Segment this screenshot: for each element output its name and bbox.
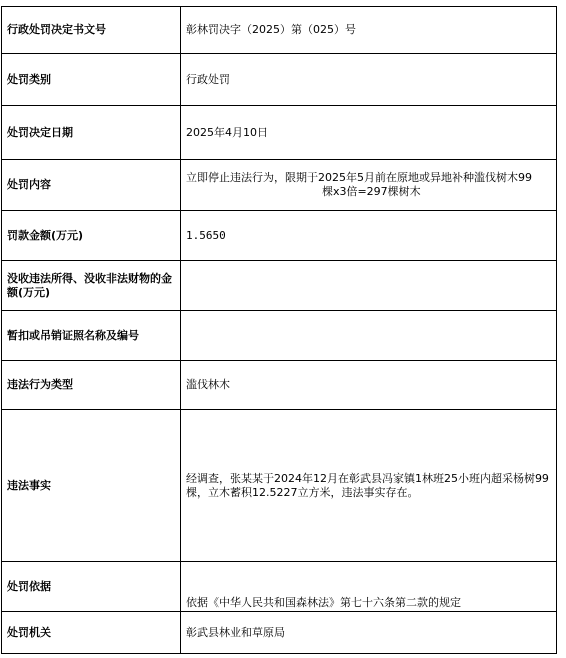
penalty-content-line1: 立即停止违法行为，限期于2025年5月前在原地或异地补种滥伐树木99 <box>185 171 532 184</box>
table-row <box>2 311 557 361</box>
fine-amount-label: 罚款金额(万元) <box>2 211 181 261</box>
decision-number-label: 行政处罚决定书文号 <box>2 7 181 54</box>
table-row <box>2 7 557 54</box>
table-row <box>2 612 557 654</box>
penalty-info-table <box>1 6 557 654</box>
license-suspension-label: 暂扣或吊销证照名称及编号 <box>2 311 181 361</box>
table-row <box>2 562 557 612</box>
penalty-category-label: 处罚类别 <box>2 54 181 106</box>
decision-date-label: 处罚决定日期 <box>2 106 181 160</box>
penalty-authority-value: 彰武县林业和草原局 <box>180 612 556 654</box>
violation-type-value: 滥伐林木 <box>180 361 556 410</box>
decision-number-value: 彰林罚决字（2025）第（025）号 <box>180 7 556 54</box>
violation-facts-label: 违法事实 <box>2 410 181 562</box>
table-row <box>2 54 557 106</box>
table-row <box>2 106 557 160</box>
penalty-content-value <box>180 160 556 211</box>
penalty-authority-label: 处罚机关 <box>2 612 181 654</box>
table-row <box>2 261 557 311</box>
table-row <box>2 361 557 410</box>
violation-type-label: 违法行为类型 <box>2 361 181 410</box>
penalty-basis-label: 处罚依据 <box>2 562 181 612</box>
penalty-basis-value: 依据《中华人民共和国森林法》第七十六条第二款的规定 <box>180 562 556 612</box>
decision-date-value: 2025年4月10日 <box>180 106 556 160</box>
table-row <box>2 410 557 562</box>
penalty-category-value: 行政处罚 <box>180 54 556 106</box>
table-row <box>2 160 557 211</box>
confiscation-amount-value <box>180 261 556 311</box>
penalty-content-label: 处罚内容 <box>2 160 181 211</box>
fine-amount-value: 1.5650 <box>180 211 556 261</box>
confiscation-amount-label: 没收违法所得、没收非法财物的金额(万元) <box>2 261 181 311</box>
violation-facts-value: 经调查，张某某于2024年12月在彰武县冯家镇1林班25小班内超采杨树99棵，立木蓄积12.5227立方米，违法事实存在。 <box>180 410 556 562</box>
penalty-content-line2: 棵x3倍=297棵树木 <box>321 185 421 198</box>
license-suspension-value <box>180 311 556 361</box>
table-row <box>2 211 557 261</box>
